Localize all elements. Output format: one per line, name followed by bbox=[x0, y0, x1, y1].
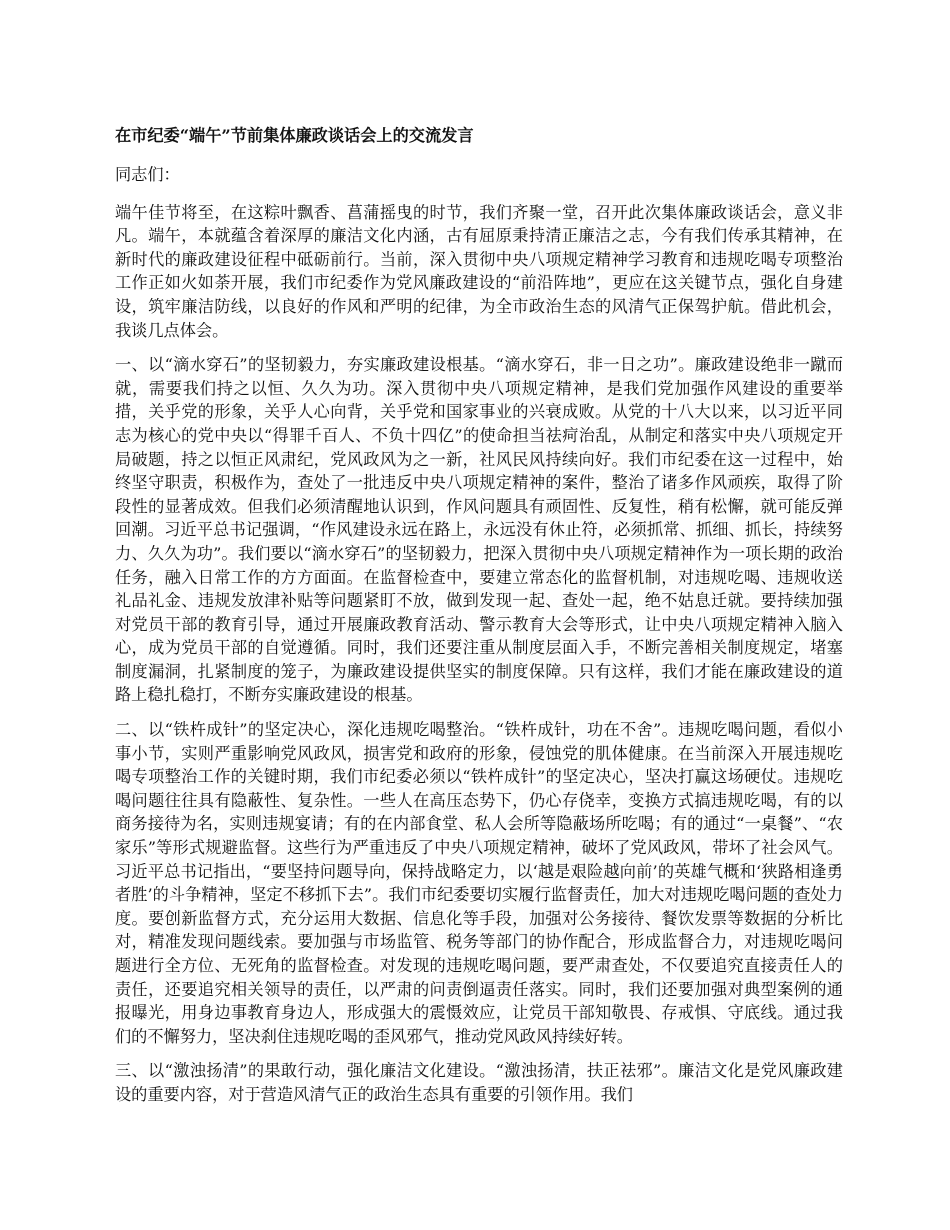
paragraph-section-two: 二、以“铁杵成针”的坚定决心，深化违规吃喝整治。“铁杵成针，功在不舍”。违规吃喝问题，看似小事小节，实则严重影响党风政风，损害党和政府的形象，侵蚀党的肌体健康。在当前深入开展违规吃喝专项整治工作的关键时期，我们市纪委必须以“铁杵成针”的坚定决心，坚决打赢这场硬仗。违规吃喝问题往往具有隐蔽性、复杂性。一些人在高压态势下，仍心存侥幸，变换方式搞违规吃喝，有的以商务接待为名，实则违规宴请；有的在内部食堂、私人会所等隐蔽场所吃喝；有的通过“一桌餐”、“农家乐”等形式规避监督。这些行为严重违反了中央八项规定精神，破坏了党风政风，带坏了社会风气。习近平总书记指出，“要坚持问题导向，保持战略定力，以‘越是艰险越向前’的英雄气概和‘狭路相逢勇者胜’的斗争精神，坚定不移抓下去”。我们市纪委要切实履行监督责任，加大对违规吃喝问题的查处力度。要创新监督方式，充分运用大数据、信息化等手段，加强对公务接待、餐饮发票等数据的分析比对，精准发现问题线索。要加强与市场监管、税务等部门的协作配合，形成监督合力，对违规吃喝问题进行全方位、无死角的监督检查。对发现的违规吃喝问题，要严肃查处，不仅要追究直接责任人的责任，还要追究相关领导的责任，以严肃的问责倒逼责任落实。同时，我们还要加强对典型案例的通报曝光，用身边事教育身边人，形成强大的震慑效应，让党员干部知敬畏、存戒惧、守底线。通过我们的不懈努力，坚决刹住违规吃喝的歪风邪气，推动党风政风持续好转。 bbox=[115, 720, 843, 1046]
paragraph-section-three: 三、以“激浊扬清”的果敢行动，强化廉洁文化建设。“激浊扬清，扶正祛邪”。廉洁文化是党风廉政建设的重要内容，对于营造风清气正的政治生态具有重要的引领作用。我们 bbox=[115, 1061, 843, 1104]
greeting: 同志们： bbox=[115, 165, 180, 184]
paragraph-intro: 端午佳节将至，在这粽叶飘香、菖蒲摇曳的时节，我们齐聚一堂，召开此次集体廉政谈话会，意义非凡。端午，本就蕴含着深厚的廉洁文化内涵，古有屈原秉持清正廉洁之志，今有我们传承其精神，在新时代的廉政建设征程中砥砺前行。当前，深入贯彻中央八项规定精神学习教育和违规吃喝专项整治工作正如火如荼开展，我们市纪委作为党风廉政建设的“前沿阵地”，更应在这关键节点，强化自身建设，筑牢廉洁防线，以良好的作风和严明的纪律，为全市政治生态的风清气正保驾护航。借此机会，我谈几点体会。 bbox=[115, 202, 843, 340]
document-title: 在市纪委“端午”节前集体廉政谈话会上的交流发言 bbox=[115, 126, 474, 145]
paragraph-section-one: 一、以“滴水穿石”的坚韧毅力，夯实廉政建设根基。“滴水穿石，非一日之功”。廉政建设绝非一蹴而就，需要我们持之以恒、久久为功。深入贯彻中央八项规定精神，是我们党加强作风建设的重要举措，关乎党的形象，关乎人心向背，关乎党和国家事业的兴衰成败。从党的十八大以来，以习近平同志为核心的党中央以“得罪千百人、不负十四亿”的使命担当祛疴治乱，从制定和落实中央八项规定开局破题，持之以恒正风肃纪，党风政风为之一新，社风民风持续向好。我们市纪委在这一过程中，始终坚守职责，积极作为，查处了一批违反中央八项规定精神的案件，整治了诸多作风顽疾，取得了阶段性的显著成效。但我们必须清醒地认识到，作风问题具有顽固性、反复性，稍有松懈，就可能反弹回潮。习近平总书记强调，“作风建设永远在路上，永远没有休止符，必须抓常、抓细、抓长，持续努力、久久为功”。我们要以“滴水穿石”的坚韧毅力，把深入贯彻中央八项规定精神作为一项长期的政治任务，融入日常工作的方方面面。在监督检查中，要建立常态化的监督机制，对违规吃喝、违规收送礼品礼金、违规发放津补贴等问题紧盯不放，做到发现一起、查处一起，绝不姑息迁就。要持续加强对党员干部的教育引导，通过开展廉政教育活动、警示教育大会等形式，让中央八项规定精神入脑入心，成为党员干部的自觉遵循。同时，我们还要注重从制度层面入手，不断完善相关制度规定，堵塞制度漏洞，扎紧制度的笼子，为廉政建设提供坚实的制度保障。只有这样，我们才能在廉政建设的道路上稳扎稳打，不断夯实廉政建设的根基。 bbox=[115, 355, 843, 705]
document-page bbox=[115, 124, 843, 1118]
